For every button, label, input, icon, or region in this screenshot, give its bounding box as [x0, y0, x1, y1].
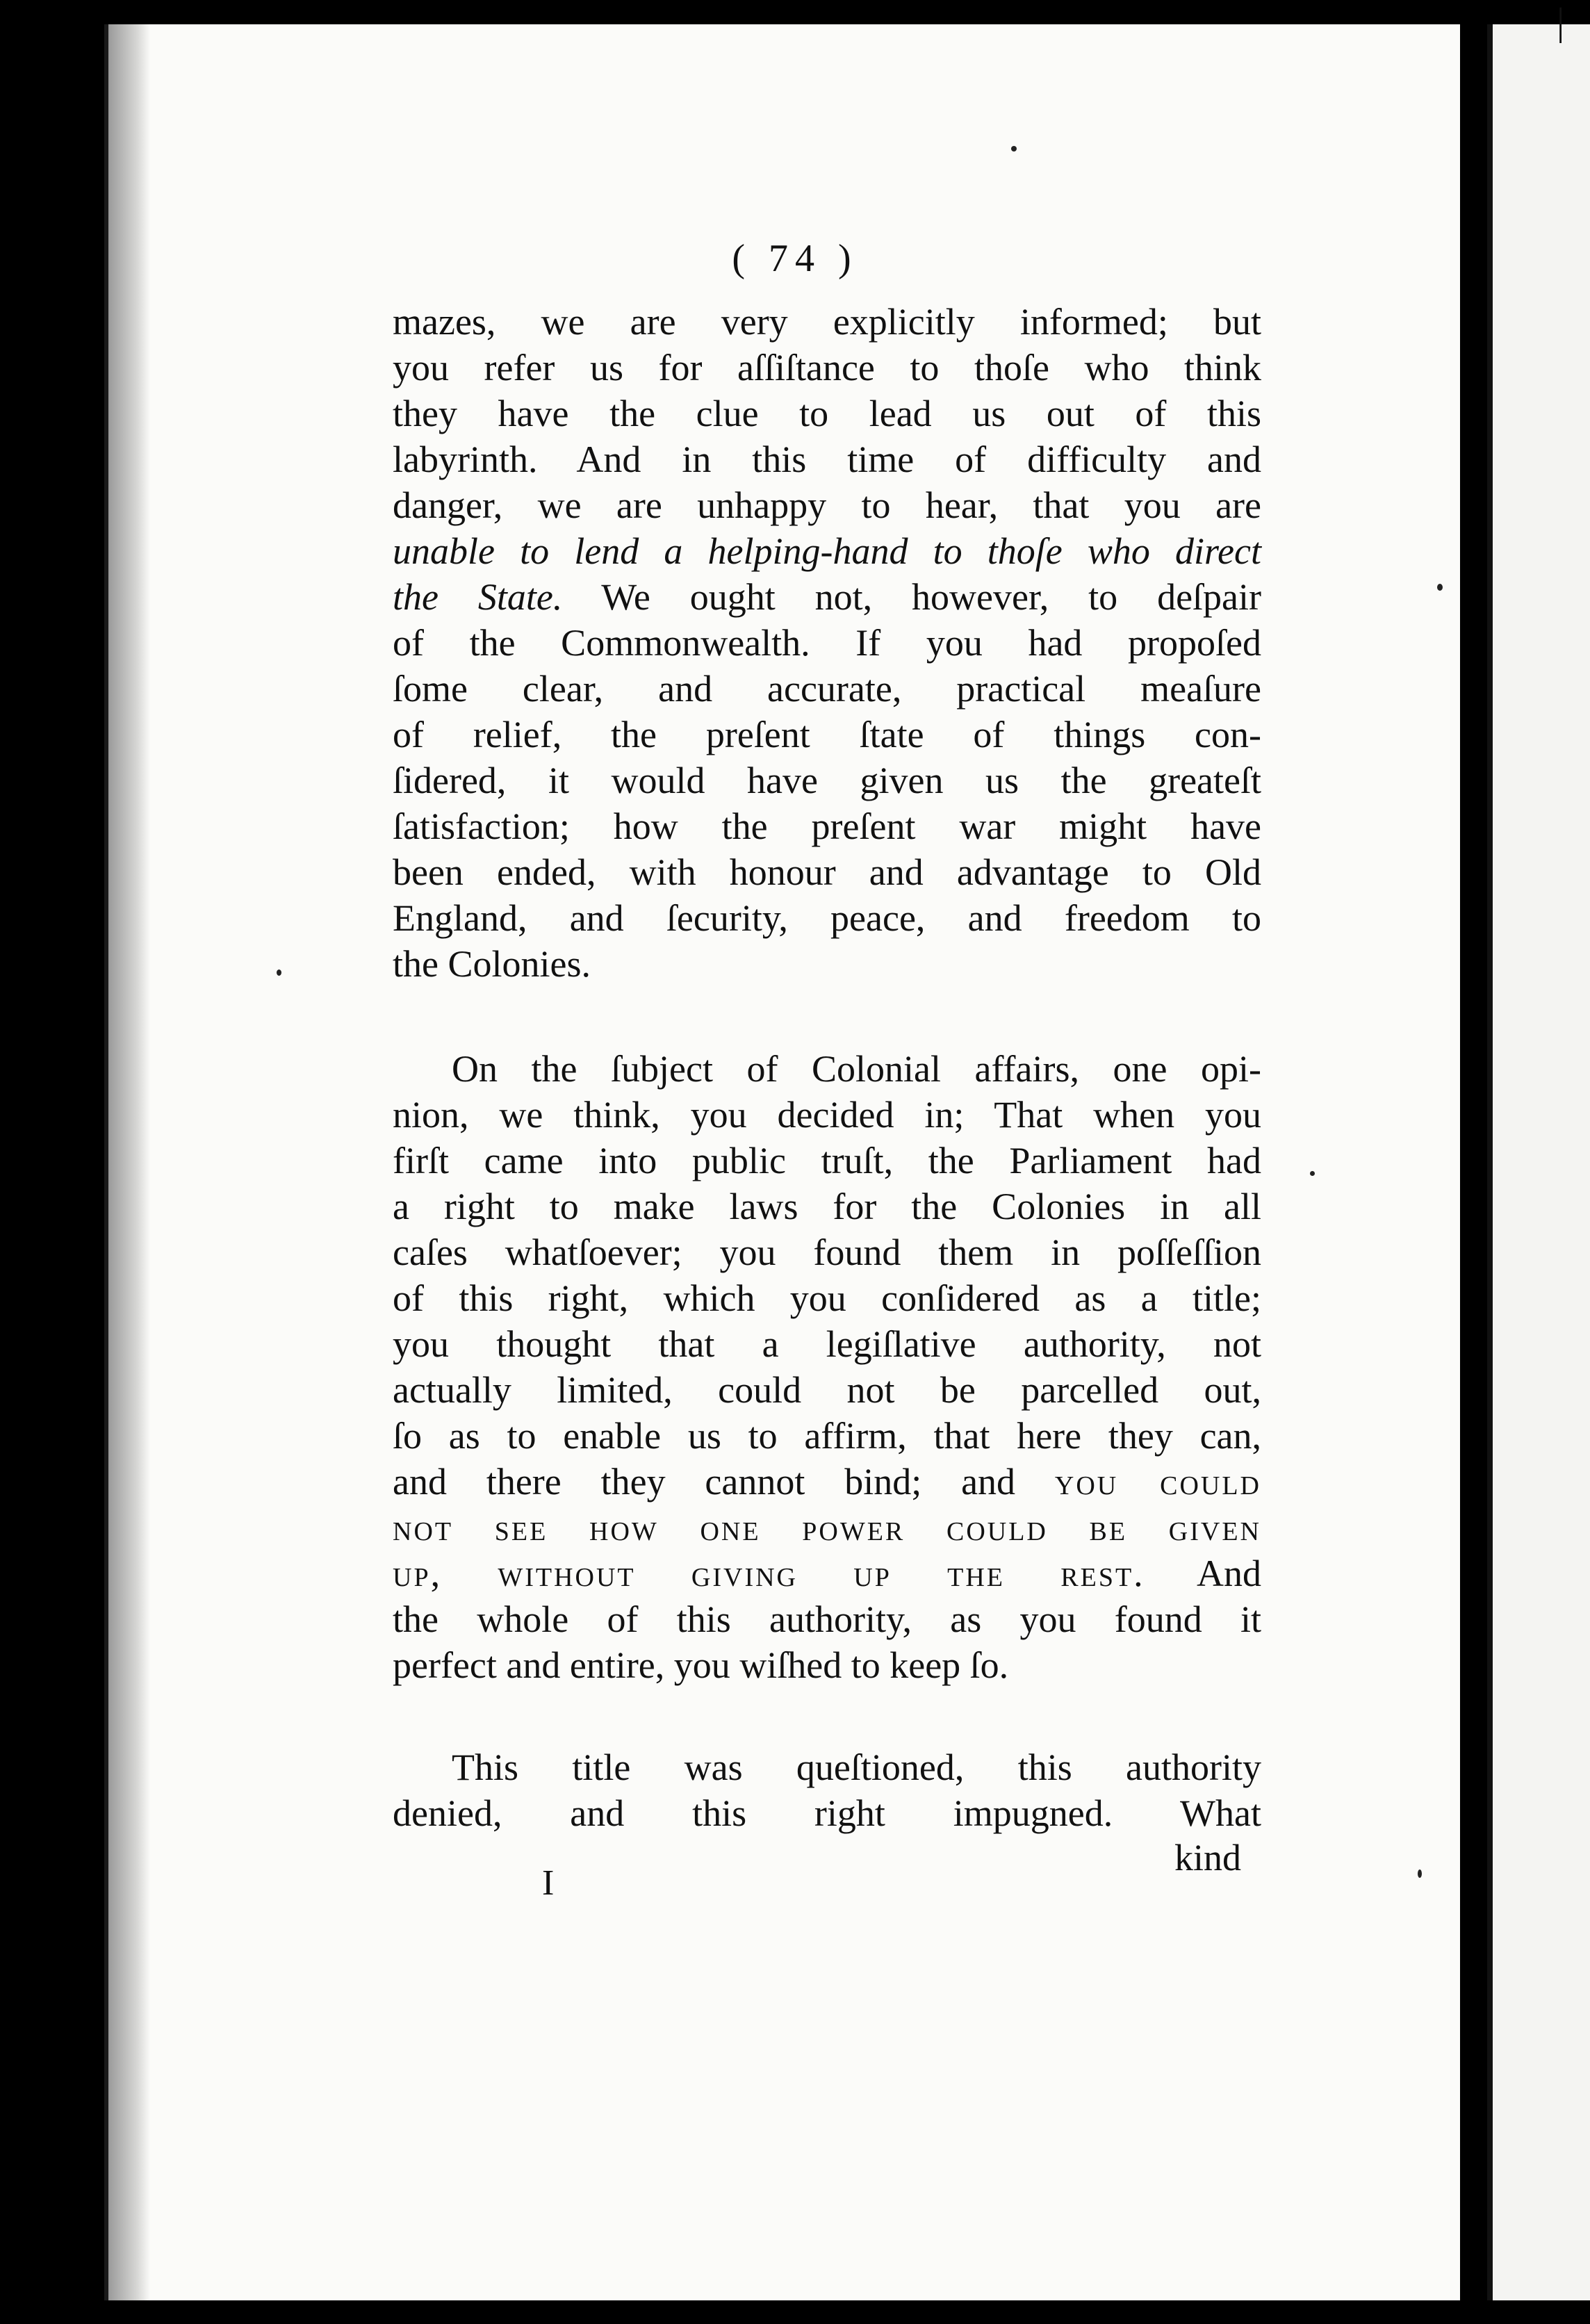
text-line: of relief, the preſent ſtate of things con- [393, 714, 1261, 755]
text-line: ſo as to enable us to affirm, that here they can, [393, 1415, 1261, 1457]
text-line [393, 574, 1261, 620]
text-line: labyrinth. And in this time of difficulty and [393, 439, 1261, 480]
signature-mark: I [542, 1863, 555, 1903]
text-line: a right to make laws for the Colonies in all [393, 1186, 1261, 1227]
text-line: been ended, with honour and advantage to Old [393, 851, 1261, 893]
text-line: caſes whatſoever; you found them in poſſeſſion [393, 1231, 1261, 1273]
gutter-shadow [108, 24, 150, 2300]
text-line [393, 1550, 1261, 1596]
text-line-italic: unable to lend a helping-hand to thoſe who direct [393, 530, 1261, 572]
text-line: denied, and this right impugned. What [393, 1792, 1261, 1834]
text-line: you refer us for aſſiſtance to thoſe who think [393, 347, 1261, 388]
speck [1437, 584, 1443, 591]
facing-page-strip [1487, 24, 1590, 2300]
text-span: And [1145, 1553, 1261, 1594]
text-line: firſt came into public truſt, the Parliament had [393, 1140, 1261, 1181]
margin-mark: | [1557, 1, 1565, 44]
catchword: kind [1174, 1837, 1242, 1879]
text-line: England, and ſecurity, peace, and freedom to [393, 897, 1261, 939]
text-line: they have the clue to lead us out of this [393, 393, 1261, 434]
text-line: mazes, we are very explicitly informed; but [393, 301, 1261, 343]
speck [1310, 1171, 1315, 1176]
small-caps-line: not see how one power could be given [393, 1507, 1261, 1548]
speck [277, 969, 281, 976]
text-line: of this right, which you conſidered as a title; [393, 1277, 1261, 1319]
page-number: ( 74 ) [732, 237, 858, 280]
text-line: actually limited, could not be parcelled out, [393, 1369, 1261, 1411]
text-line: danger, we are unhappy to hear, that you are [393, 484, 1261, 526]
text-line: ſidered, it would have given us the greateſt [393, 760, 1261, 801]
speck [1418, 1869, 1422, 1878]
italic-phrase: the State. [393, 576, 563, 618]
text-line: you thought that a legiſlative authority, not [393, 1323, 1261, 1365]
text-span: and there they cannot bind; and [393, 1461, 1055, 1503]
text-span: We ought not, however, to deſpair [562, 576, 1261, 618]
text-line: of the Commonwealth. If you had propoſed [393, 622, 1261, 664]
text-line: the whole of this authority, as you found it [393, 1598, 1261, 1640]
text-line [393, 1459, 1261, 1505]
text-line: perfect and entire, you wiſhed to keep ſo. [393, 1644, 1009, 1686]
small-caps-phrase: you could [1054, 1461, 1261, 1503]
speck [1011, 146, 1017, 152]
text-line: nion, we think, you decided in; That when you [393, 1094, 1261, 1136]
text-line: This title was queſtioned, this authority [452, 1746, 1261, 1788]
text-line: the Colonies. [393, 943, 591, 985]
text-line: On the ſubject of Colonial affairs, one opi- [452, 1048, 1261, 1090]
text-line: ſatisfaction; how the preſent war might have [393, 805, 1261, 847]
small-caps-phrase: up, without giving up the rest. [393, 1553, 1145, 1594]
text-line: ſome clear, and accurate, practical meaſure [393, 668, 1261, 710]
